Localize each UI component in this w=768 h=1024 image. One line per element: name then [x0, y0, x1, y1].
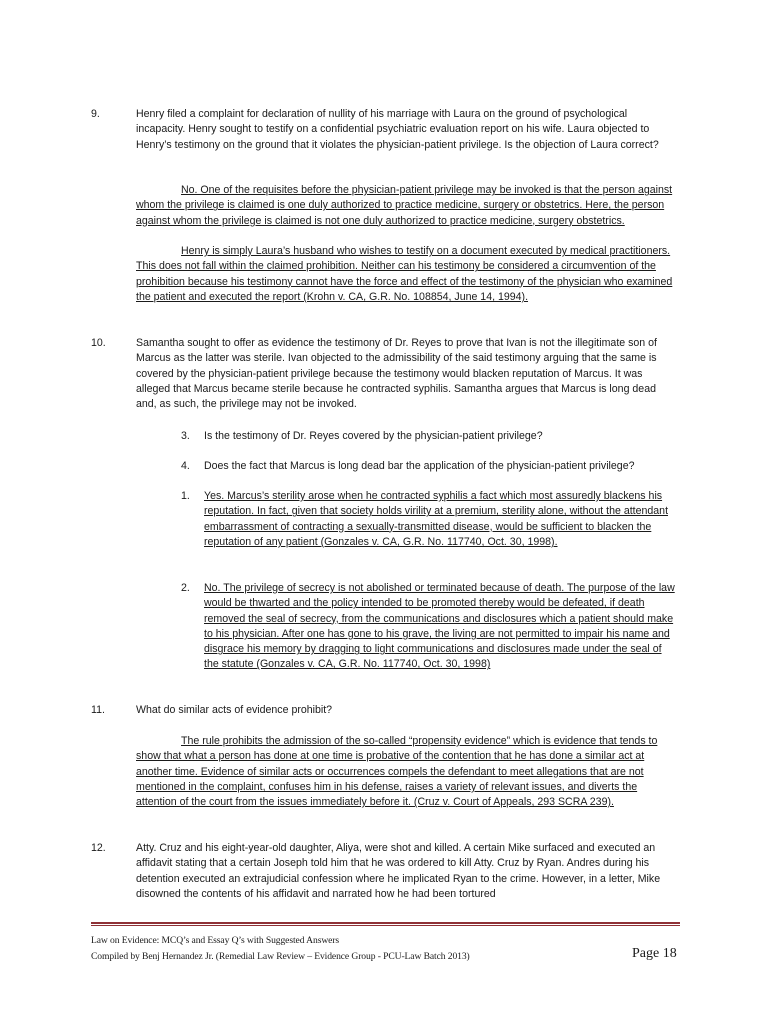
- footer-rule: [91, 922, 680, 924]
- question-10-text: Samantha sought to offer as evidence the testimony of Dr. Reyes to prove that Ivan is not the illegitimate son of Marcus as the latter was sterile. Ivan objected to the admissibility of the said testimony arguing that the same is covered by the physician-patient privilege because the testimony would blacken reputation of Marcus. It was alleged that Marcus became sterile because he contracted syphilis. Samantha argues that Marcus is long dead and, as such, the privilege may not be invoked.: [136, 337, 657, 411]
- question-10-subquestion-2-number: 4.: [181, 460, 190, 472]
- page-number: Page 18: [632, 946, 677, 961]
- question-10-answer-2: No. The privilege of secrecy is not abolished or terminated because of death. The purpose of the law would be thwarted and the policy intended to be promoted thereby would be defeated, if death removed the seal of secrecy, from the communications and disclosures which a patient should make to his physician. After one has gone to his grave, the living are not permitted to impair his name and disgrace his memory by dragging to light communications and disclosures made under the seal of the statute (Gonzales v. CA, G.R. No. 117740, Oct. 30, 1998): [204, 582, 675, 671]
- question-10-answer-2-number: 2.: [181, 582, 190, 594]
- question-9-answer-paragraph-2: Henry is simply Laura’s husband who wishes to testify on a document executed by medical practitioners. This does not fall within the claimed prohibition. Neither can his testimony be considered a circumvention of the prohibition because his testimony cannot have the force and effect of the testimony of the physician who examined the patient and executed the report (Krohn v. CA, G.R. No. 108854, June 14, 1994).: [136, 245, 673, 303]
- question-10-answer-1: Yes. Marcus’s sterility arose when he contracted syphilis a fact which most assuredly blackens his reputation. In fact, given that society holds virility at a premium, sterility alone, without the attendant embarrassment of contracting a sexually-transmitted disease, would be sufficient to blacken the reputation of any patient (Gonzales v. CA, G.R. No. 117740, Oct. 30, 1998).: [204, 490, 669, 548]
- question-11-number: 11.: [91, 704, 105, 716]
- question-10-subquestion-2: Does the fact that Marcus is long dead bar the application of the physician-patient privilege?: [204, 460, 635, 472]
- question-10-answer-1-number: 1.: [181, 490, 190, 502]
- question-12-number: 12.: [91, 842, 106, 854]
- question-10-number: 10.: [91, 337, 106, 349]
- footer-rule-thin: [91, 925, 680, 926]
- question-11-text: What do similar acts of evidence prohibit?: [136, 704, 333, 716]
- question-11-answer: The rule prohibits the admission of the so-called “propensity evidence” which is evidence that tends to show that what a person has done at one time is probative of the contention that he has done a similar act at another time. Evidence of similar acts or occurrences compels the defendant to meet allegations that are not mentioned in the complaint, confuses him in his defense, raises a variety of relevant issues, and diverts the attention of the court from the issues immediately before it. (Cruz v. Court of Appeals, 293 SCRA 239).: [136, 735, 658, 809]
- footer-compiler-credit: Compiled by Benj Hernandez Jr. (Remedial Law Review – Evidence Group - PCU-Law Batch 2013): [91, 951, 470, 962]
- question-9-text: Henry filed a complaint for declaration of nullity of his marriage with Laura on the ground of psychological incapacity. Henry sought to testify on a confidential psychiatric evaluation report on his wife. Laura objected to Henry’s testimony on the ground that it violates the physician-patient privilege. Is the objection of Laura correct?: [136, 108, 659, 151]
- question-9-number: 9.: [91, 108, 100, 120]
- question-10-subquestion-1-number: 3.: [181, 430, 190, 442]
- footer-book-title: Law on Evidence: MCQ’s and Essay Q’s with Suggested Answers: [91, 935, 340, 946]
- question-10-subquestion-1: Is the testimony of Dr. Reyes covered by the physician-patient privilege?: [204, 430, 543, 442]
- question-12-text: Atty. Cruz and his eight-year-old daughter, Aliya, were shot and killed. A certain Mike surfaced and executed an affidavit stating that a certain Joseph told him that he was ordered to kill Atty. Cruz by Ryan. Andres during his detention executed an extrajudicial confession where he implicated Ryan to the crime. However, in a letter, Mike disowned the contents of his affidavit and narrated how he had been tortured: [136, 842, 661, 900]
- question-9-answer-paragraph-1: No. One of the requisites before the physician-patient privilege may be invoked is that the person against whom the privilege is claimed is one duly authorized to practice medicine, surgery or obstetrics. Here, the person against whom the privilege is claimed is not one duly authorized to practice medicine, surgery obstetrics.: [136, 184, 673, 227]
